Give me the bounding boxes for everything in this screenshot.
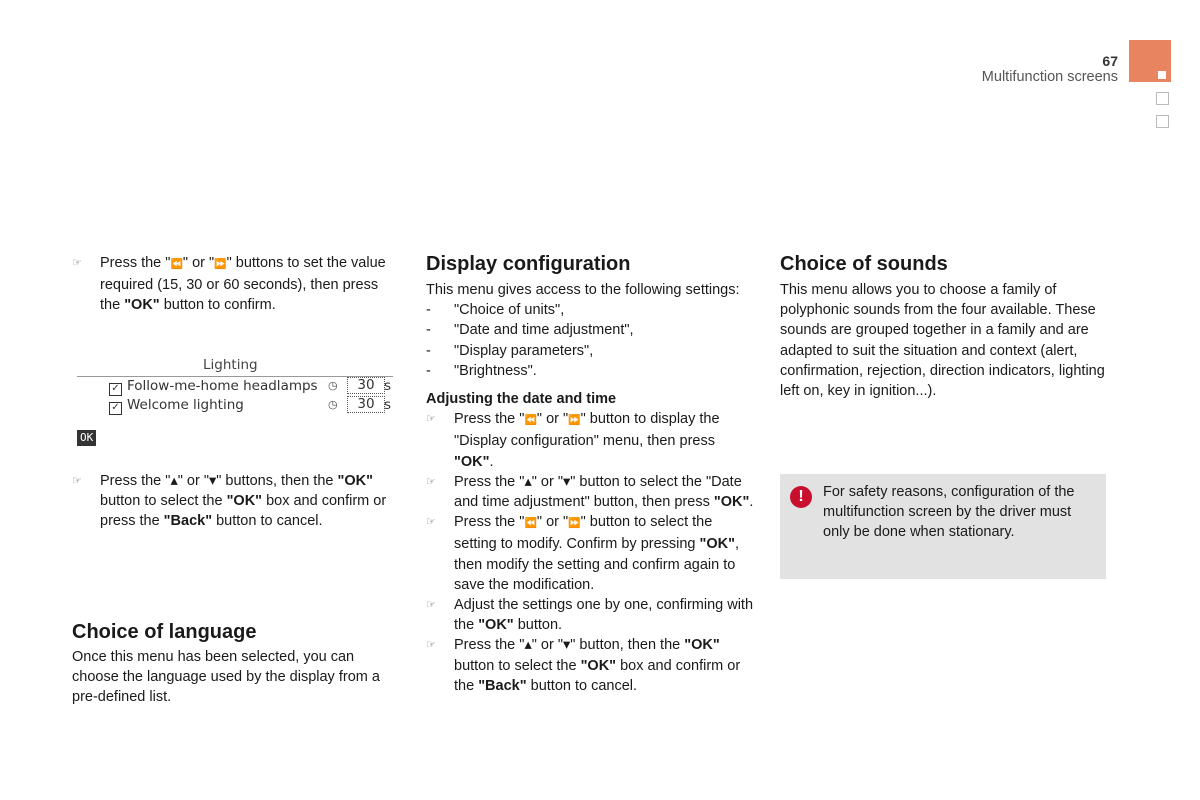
fast-forward-icon: ⏩ [568,518,581,530]
screen-title: Lighting [203,357,258,373]
value-box: 30 [347,377,385,394]
rewind-icon: ⏪ [524,415,537,427]
tab-box [1156,92,1169,105]
pointer-icon: ☞ [426,516,436,529]
instruction-step: ☞ Press the "▴" or "▾" button to select the "Date and time adjustment" button, then press "OK". [426,473,754,511]
down-arrow-icon: ▾ [562,637,571,654]
warning-icon: ! [790,486,812,508]
column-1-lower [72,471,397,532]
fast-forward-icon: ⏩ [214,259,227,270]
list-item: - "Choice of units", [426,302,565,319]
subheading: Adjusting the date and time [426,391,617,408]
checkbox-icon: ✓ [109,402,122,415]
section-heading: Choice of language [72,621,257,643]
instruction-step: ☞ Press the "⏪" or "⏩" button to display the "Display configuration" menu, then press "OK". [426,411,720,470]
pointer-icon: ☞ [72,257,82,269]
rewind-icon: ⏪ [170,259,183,270]
pointer-icon: ☞ [426,599,436,612]
pointer-icon: ☞ [426,639,436,652]
page-number: 67 [1102,53,1118,69]
tab-marker [1158,71,1166,79]
up-arrow-icon: ▴ [524,473,532,490]
chapter-title: Multifunction screens [981,69,1118,85]
down-arrow-icon: ▾ [208,473,217,489]
column-2 [426,251,756,696]
divider [77,376,393,377]
pointer-icon: ☞ [426,475,436,488]
checkbox-icon: ✓ [109,383,122,396]
fast-forward-icon: ⏩ [568,415,581,427]
column-1 [72,253,397,316]
section-heading: Display configuration [426,253,631,275]
screen-row: ✓ Welcome lighting [109,397,244,415]
instruction-step: ☞ Press the "⏪" or "⏩" buttons to set the value required (15, 30 or 60 seconds), then press the "OK" button to confirm. [72,255,386,314]
up-arrow-icon: ▴ [170,473,178,489]
up-arrow-icon: ▴ [524,637,532,654]
paragraph: This menu gives access to the following settings: [426,282,740,298]
screen-row: ✓ Follow-me-home headlamps [109,378,318,396]
pointer-icon: ☞ [72,475,82,487]
instruction-step: ☞ Press the "▴" or "▾" button, then the "OK" button to select the "OK" box and confirm or the "Back" button to cancel. [426,637,741,694]
down-arrow-icon: ▾ [562,473,571,490]
warning-text: For safety reasons, configuration of the multifunction screen by the driver must only be done when stationary. [823,484,1075,541]
paragraph: Once this menu has been selected, you can choose the language used by the display from a pre-defined list. [72,649,380,706]
language-section [72,619,397,708]
tab-box [1156,115,1169,128]
clock-icon: ◷ [328,380,338,392]
list-item: - "Date and time adjustment", [426,322,634,339]
safety-warning-box [780,474,1106,579]
unit-label: s [384,397,392,413]
list-item: - "Display parameters", [426,342,594,359]
ok-box: OK [77,430,96,446]
lighting-screen [77,357,393,449]
instruction-step: ☞ Press the "⏪" or "⏩" button to select the setting to modify. Confirm by pressing "OK", then modify the setting and confirm again to save the modification. [426,514,740,593]
rewind-icon: ⏪ [524,518,537,530]
unit-label: s [384,378,392,394]
pointer-icon: ☞ [426,413,436,426]
value-box: 30 [347,396,385,413]
section-heading: Choice of sounds [780,253,948,275]
column-3 [780,251,1110,401]
instruction-step: ☞ Adjust the settings one by one, confirming with the "OK" button. [426,597,754,634]
list-item: - "Brightness". [426,362,537,379]
paragraph: This menu allows you to choose a family of polyphonic sounds from the four available. These sounds are grouped together in a family and are adapted to suit the situation and context (alert, confirmation, rejection, direction indicators, lighting left on, key in ignition...). [780,282,1105,400]
instruction-step: ☞ Press the "▴" or "▾" buttons, then the "OK" button to select the "OK" box and confirm or press the "Back" button to cancel. [72,473,387,530]
clock-icon: ◷ [328,399,338,411]
